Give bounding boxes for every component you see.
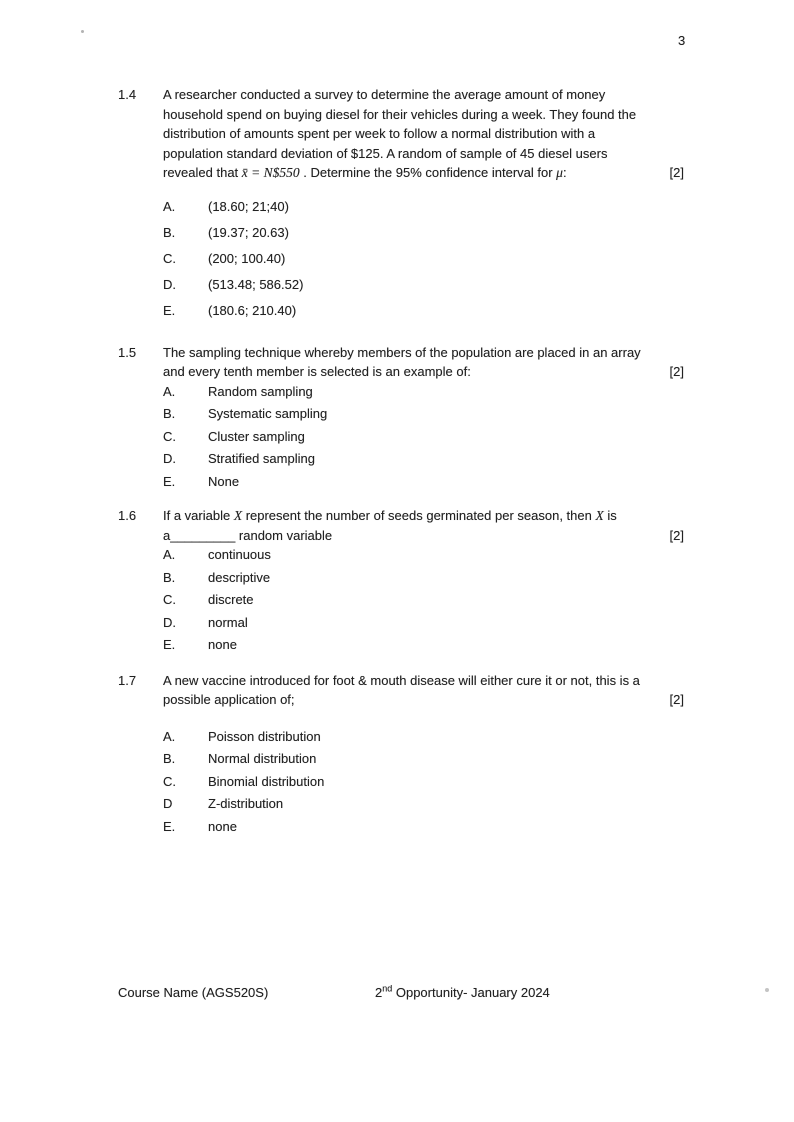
footer-opportunity — [375, 984, 550, 1002]
scan-speck — [81, 30, 84, 33]
question-text-line — [163, 124, 684, 144]
option-letter: C. — [163, 592, 176, 607]
footer-opportunity-number: 2 — [375, 985, 383, 1000]
question-text: A new vaccine introduced for foot & mouth disease will either cure it or not, this is a — [163, 672, 640, 688]
option-row — [163, 749, 684, 769]
question-text: distribution of amounts spent per week to follow a normal distribution with a — [163, 126, 596, 141]
question-text-line — [163, 690, 684, 710]
option-letter: A. — [163, 383, 176, 399]
question-text-line — [163, 671, 684, 691]
option-text: Binomial distribution — [208, 773, 325, 789]
option-text: None — [208, 473, 240, 489]
question-block — [118, 85, 684, 327]
option-text: normal — [208, 614, 248, 630]
questions-list — [118, 85, 684, 839]
question-text-line — [163, 362, 684, 382]
option-row — [163, 727, 684, 747]
question-block — [118, 343, 684, 495]
question-text-line — [163, 105, 684, 125]
option-letter: D. — [163, 276, 176, 292]
math-expression: μ — [556, 165, 563, 180]
question-block — [118, 671, 684, 840]
question-text: household spend on buying diesel for their vehicles during a week. They found the — [163, 106, 637, 122]
question-body — [163, 671, 684, 840]
option-row — [163, 817, 684, 837]
footer-opportunity-ordinal: nd — [382, 983, 393, 994]
option-text: (180.6; 210.40) — [208, 302, 297, 318]
option-row — [163, 590, 684, 610]
option-text: Normal distribution — [208, 751, 317, 766]
question-number: 1.4 — [118, 87, 137, 102]
page-number: 3 — [678, 33, 686, 48]
marks-badge: [2] — [669, 364, 684, 379]
option-letter: C. — [163, 428, 176, 444]
option-row — [163, 545, 684, 565]
option-row — [163, 794, 684, 814]
question-text: represent the number of seeds germinated per season, then — [242, 508, 596, 523]
question-body — [163, 85, 684, 327]
question-text-line — [163, 144, 684, 164]
option-letter: C. — [163, 250, 176, 266]
option-row — [163, 223, 684, 243]
option-row — [163, 568, 684, 588]
question-text: . Determine the 95% confidence interval for — [299, 165, 557, 180]
option-letter: B. — [163, 224, 176, 240]
scan-speck — [765, 988, 769, 992]
option-letter: E. — [163, 818, 176, 834]
option-text: Random sampling — [208, 383, 313, 399]
option-letter: A. — [163, 198, 176, 214]
option-text: none — [208, 818, 237, 834]
question-text: The sampling technique whereby members of the population are placed in an array — [163, 344, 641, 360]
option-row — [163, 301, 684, 321]
option-row — [163, 382, 684, 402]
option-text: Poisson distribution — [208, 728, 321, 744]
option-text: (19.37; 20.63) — [208, 224, 289, 240]
question-text: If a variable — [163, 508, 234, 523]
option-text: none — [208, 637, 237, 652]
question-body — [163, 506, 684, 658]
option-letter: A. — [163, 728, 176, 744]
option-letter: E. — [163, 473, 176, 489]
option-row — [163, 613, 684, 633]
option-row — [163, 772, 684, 792]
option-text: Z-distribution — [208, 796, 284, 811]
option-text: descriptive — [208, 569, 271, 585]
question-number: 1.7 — [118, 672, 137, 688]
question-text: population standard deviation of $125. A random of sample of 45 diesel users — [163, 145, 608, 161]
option-letter: C. — [163, 773, 176, 789]
marks-badge: [2] — [669, 165, 684, 180]
option-text: (18.60; 21;40) — [208, 198, 289, 214]
question-text: and every tenth member is selected is an example of: — [163, 364, 471, 379]
option-text: Cluster sampling — [208, 428, 305, 444]
question-text-line — [163, 506, 684, 526]
option-letter: D. — [163, 451, 176, 466]
option-row — [163, 635, 684, 655]
option-letter: D — [163, 796, 173, 811]
option-letter: E. — [163, 302, 176, 318]
option-row — [163, 449, 684, 469]
options-list — [163, 545, 684, 655]
question-text-line — [163, 343, 684, 363]
option-letter: B. — [163, 569, 176, 585]
option-row — [163, 427, 684, 447]
question-body — [163, 343, 684, 495]
question-text-line — [163, 526, 684, 546]
question-text: a_________ random variable — [163, 527, 333, 543]
option-row — [163, 275, 684, 295]
question-text: possible application of; — [163, 692, 295, 707]
question-number: 1.6 — [118, 508, 137, 523]
question-text: A researcher conducted a survey to determine the average amount of money — [163, 87, 606, 102]
option-row — [163, 197, 684, 217]
page-footer — [118, 984, 684, 1002]
option-text: Stratified sampling — [208, 451, 315, 466]
footer-opportunity-text: Opportunity- January 2024 — [392, 985, 550, 1000]
options-list — [163, 727, 684, 837]
option-letter: E. — [163, 637, 176, 652]
math-expression: X — [595, 508, 604, 523]
options-list — [163, 197, 684, 321]
option-letter: A. — [163, 547, 176, 562]
math-expression: X — [233, 508, 243, 523]
question-text: revealed that — [163, 165, 242, 180]
question-number: 1.5 — [118, 344, 137, 360]
option-text: (200; 100.40) — [208, 250, 286, 266]
question-text: : — [562, 165, 567, 180]
option-letter: D. — [163, 614, 176, 630]
question-text-line — [163, 85, 684, 105]
marks-badge: [2] — [669, 527, 684, 543]
option-row — [163, 249, 684, 269]
footer-course-name: Course Name (AGS520S) — [118, 985, 269, 1000]
option-row — [163, 404, 684, 424]
option-text: Systematic sampling — [208, 406, 328, 421]
marks-badge: [2] — [669, 692, 684, 707]
option-letter: B. — [163, 751, 176, 766]
question-text-line — [163, 163, 684, 183]
option-text: continuous — [208, 547, 271, 562]
option-row — [163, 472, 684, 492]
math-expression: x̄ = N$550 — [241, 165, 300, 180]
option-letter: B. — [163, 406, 176, 421]
option-text: discrete — [208, 592, 254, 607]
question-text: is — [603, 508, 617, 523]
options-list — [163, 382, 684, 492]
question-block — [118, 506, 684, 658]
option-text: (513.48; 586.52) — [208, 276, 304, 292]
